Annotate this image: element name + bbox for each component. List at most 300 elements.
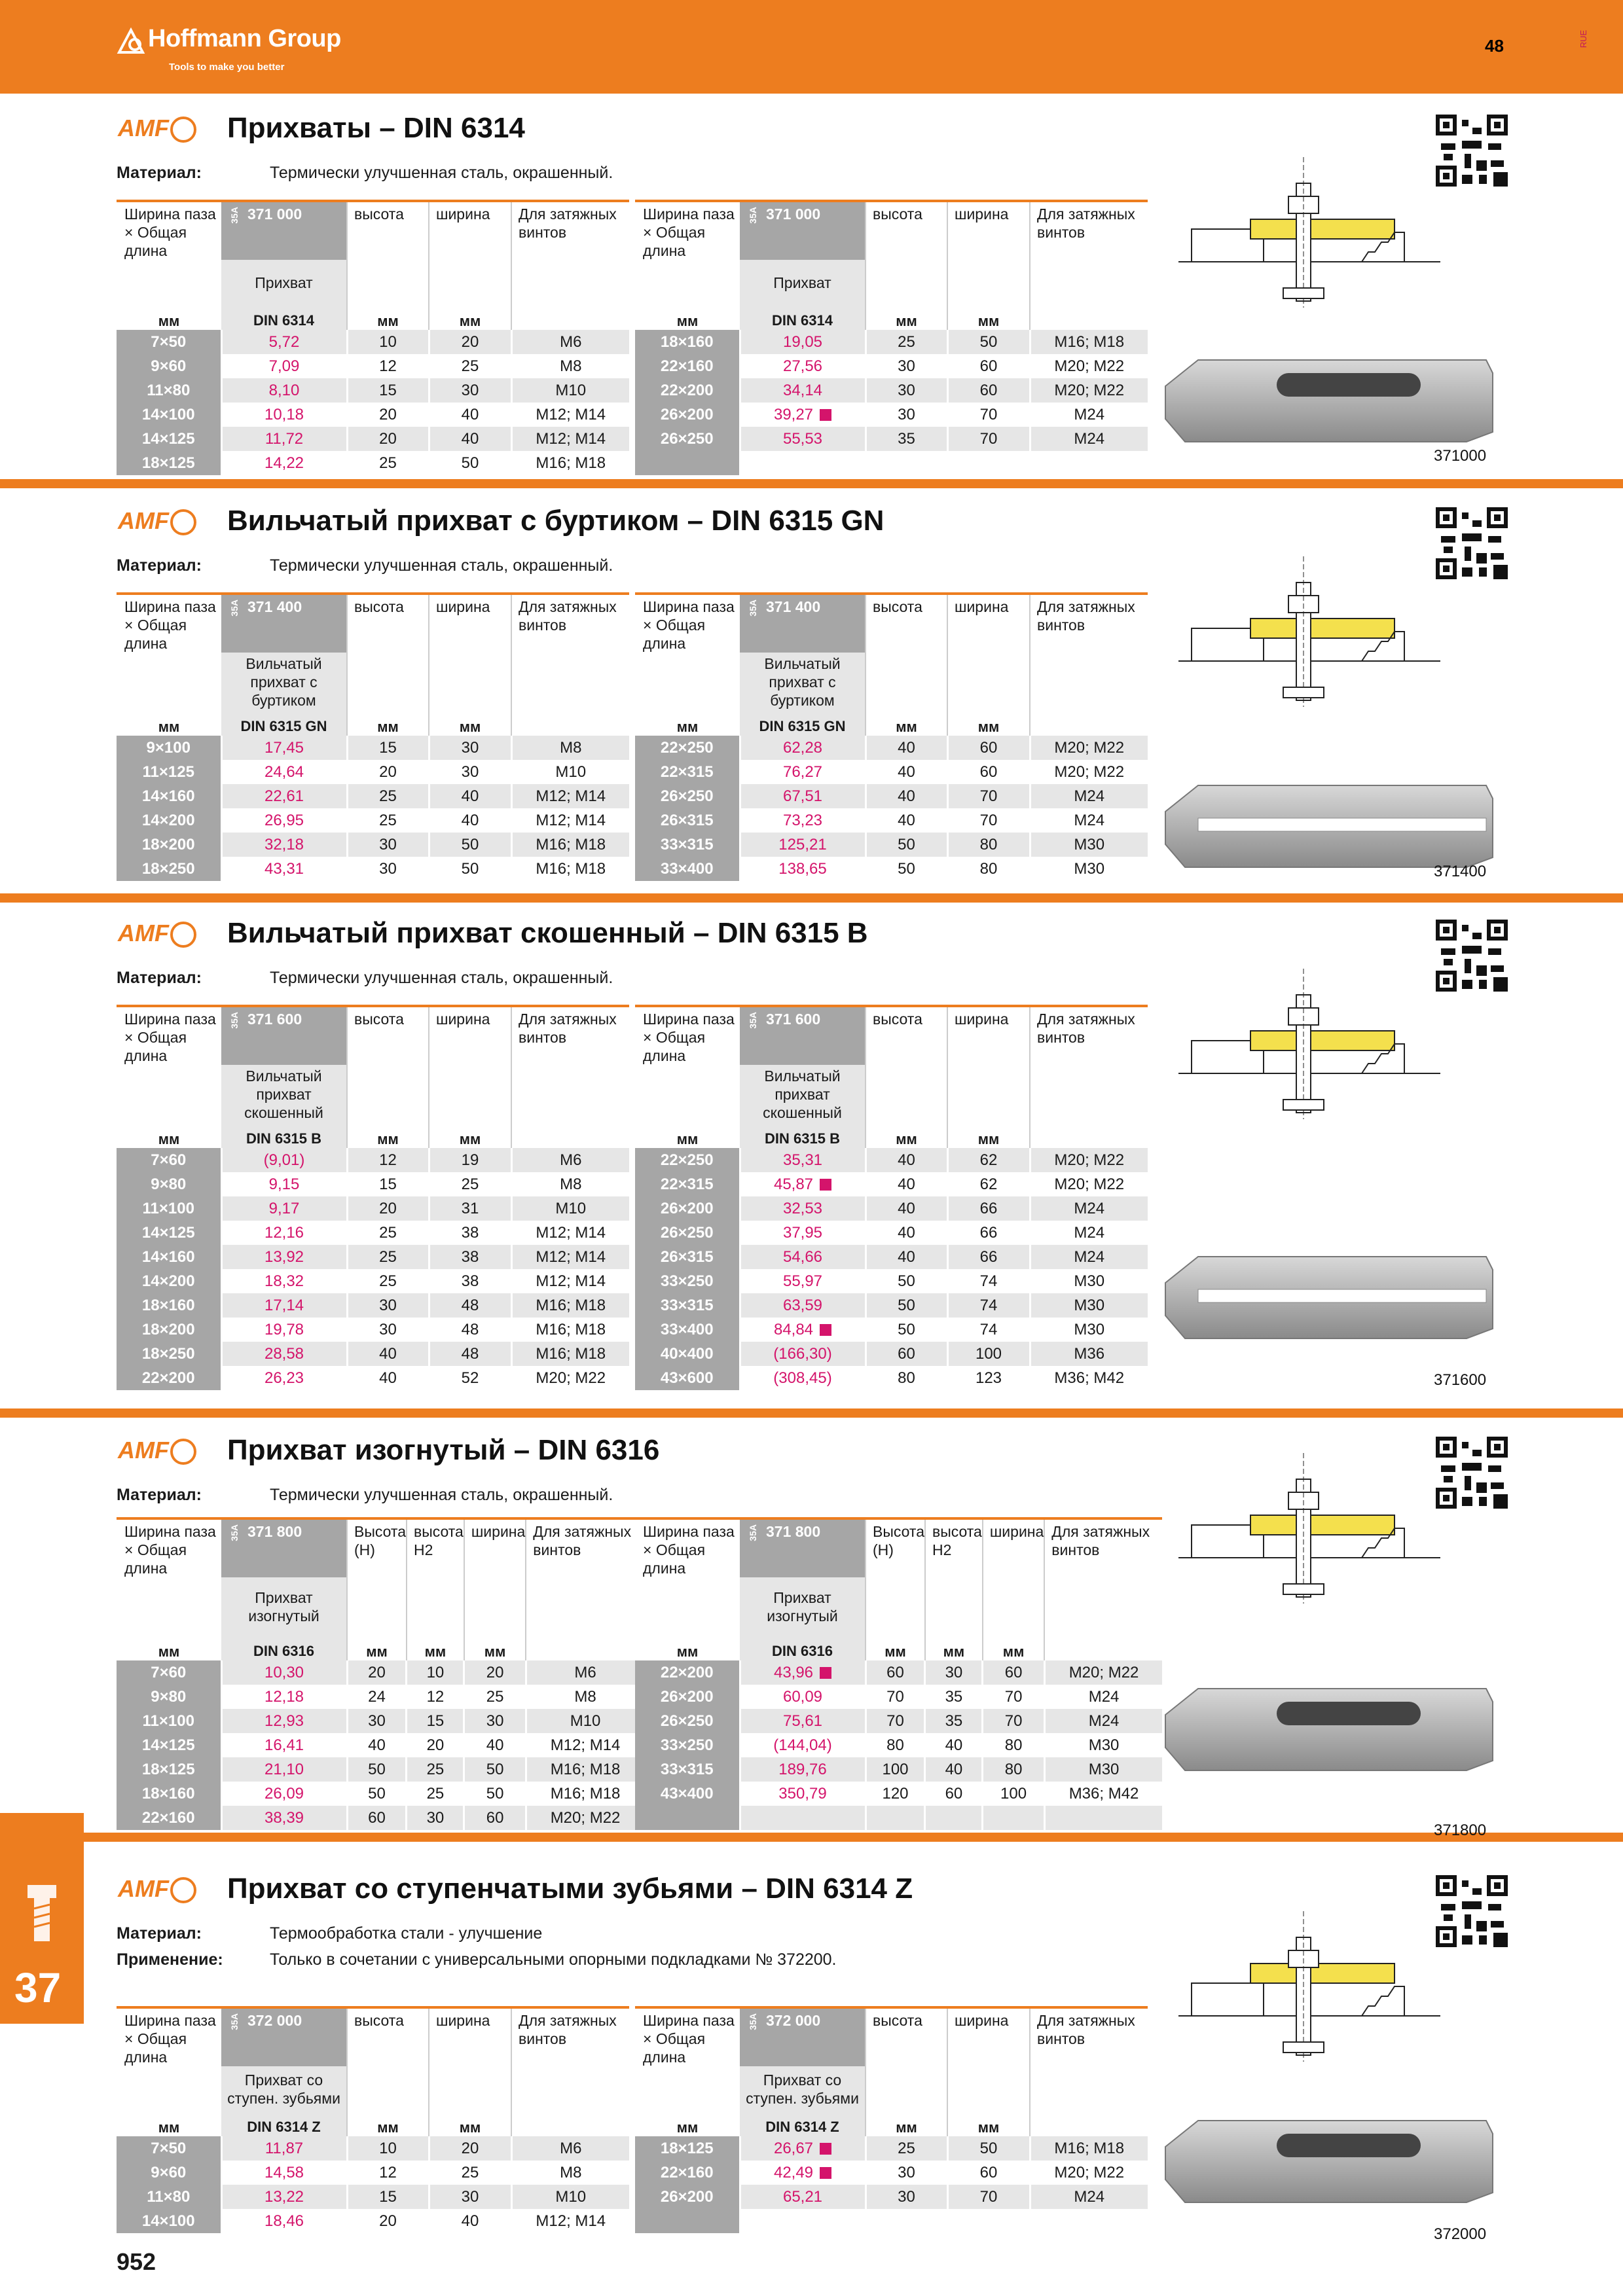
spec-cell: M10 bbox=[511, 378, 629, 403]
price-cell[interactable]: 11,87 bbox=[221, 2136, 347, 2161]
unit-label: мм bbox=[947, 1124, 1030, 1148]
unit-label: мм bbox=[866, 711, 947, 736]
price-cell[interactable]: 62,28 bbox=[740, 736, 866, 760]
article-number: 371 400 bbox=[766, 598, 821, 615]
price-cell[interactable]: 12,16 bbox=[221, 1221, 347, 1245]
price-cell[interactable]: 76,27 bbox=[740, 760, 866, 784]
unit-label: мм bbox=[347, 1636, 407, 1660]
availability-square-icon bbox=[820, 409, 831, 421]
spec-cell: M24 bbox=[1030, 427, 1148, 451]
spec-cell: M30 bbox=[1030, 857, 1148, 881]
table-row bbox=[635, 857, 1148, 881]
slot-size-cell: 22×315 bbox=[635, 760, 740, 784]
slot-size-cell: 14×125 bbox=[117, 427, 221, 451]
unit-label: мм bbox=[676, 1643, 699, 1660]
slot-size-cell bbox=[635, 2209, 740, 2233]
spec-cell: 66 bbox=[947, 1245, 1030, 1269]
spec-cell: 20 bbox=[347, 427, 429, 451]
spec-cell: 100 bbox=[947, 1342, 1030, 1366]
spec-cell: M20; M22 bbox=[1044, 1660, 1162, 1685]
spec-cell: 25 bbox=[407, 1782, 464, 1806]
article-number-cell bbox=[740, 201, 866, 260]
unit-label: мм bbox=[866, 1636, 925, 1660]
price-cell[interactable]: 19,78 bbox=[221, 1318, 347, 1342]
spec-cell: 50 bbox=[347, 1782, 407, 1806]
price-cell[interactable] bbox=[740, 451, 866, 475]
spec-cell: M36; M42 bbox=[1044, 1782, 1162, 1806]
price-cell[interactable]: 14,58 bbox=[221, 2161, 347, 2185]
product-table bbox=[117, 1005, 629, 1390]
spec-cell: 100 bbox=[866, 1757, 925, 1782]
price-value: 45,87 bbox=[773, 1175, 814, 1193]
spec-cell: 70 bbox=[866, 1685, 925, 1709]
price-cell[interactable] bbox=[740, 2136, 866, 2161]
spec-cell: 15 bbox=[347, 1172, 429, 1196]
table-row bbox=[635, 2161, 1148, 2185]
price-cell[interactable]: 14,22 bbox=[221, 451, 347, 475]
table-row bbox=[635, 1342, 1148, 1366]
product-description: Вильчатый прихват скошенный bbox=[740, 1065, 866, 1124]
price-cell[interactable]: 55,53 bbox=[740, 427, 866, 451]
price-cell[interactable]: 17,14 bbox=[221, 1293, 347, 1318]
spec-cell: 60 bbox=[347, 1806, 407, 1830]
header-height: высота bbox=[866, 2007, 947, 2066]
header-height: высота bbox=[866, 201, 947, 260]
header-height: высота bbox=[347, 2007, 429, 2066]
price-cell[interactable]: 8,10 bbox=[221, 378, 347, 403]
price-cell[interactable]: 19,05 bbox=[740, 330, 866, 354]
table-row bbox=[117, 1172, 629, 1196]
spec-cell: 20 bbox=[347, 1196, 429, 1221]
spec-cell: 30 bbox=[866, 354, 947, 378]
slot-size-cell: 18×200 bbox=[117, 833, 221, 857]
price-cell[interactable]: (9,01) bbox=[221, 1148, 347, 1172]
spec-cell: 80 bbox=[983, 1757, 1044, 1782]
table-row bbox=[635, 1196, 1148, 1221]
table-row bbox=[635, 2136, 1148, 2161]
slot-size-cell: 11×100 bbox=[117, 1196, 221, 1221]
spec-cell bbox=[866, 451, 947, 475]
spec-cell bbox=[1030, 2209, 1148, 2233]
spec-cell: 40 bbox=[866, 1245, 947, 1269]
spec-cell: 74 bbox=[947, 1269, 1030, 1293]
section-title: Вильчатый прихват скошенный – DIN 6315 B bbox=[227, 917, 868, 949]
spec-cell: 40 bbox=[429, 403, 511, 427]
unit-label: мм bbox=[947, 306, 1030, 330]
slot-size-cell: 22×200 bbox=[635, 1660, 740, 1685]
table-row bbox=[117, 403, 629, 427]
slot-size-cell: 9×80 bbox=[117, 1172, 221, 1196]
spec-cell: 30 bbox=[429, 736, 511, 760]
spec-cell: 60 bbox=[983, 1660, 1044, 1685]
price-cell[interactable]: 7,09 bbox=[221, 354, 347, 378]
price-cell[interactable]: 26,23 bbox=[221, 1366, 347, 1390]
unit-label: мм bbox=[429, 2112, 511, 2136]
table-row bbox=[117, 330, 629, 354]
unit-label bbox=[511, 306, 629, 330]
product-description: Прихват изогнутый bbox=[221, 1577, 347, 1636]
spec-cell: M20; M22 bbox=[1030, 760, 1148, 784]
spec-cell: M30 bbox=[1030, 833, 1148, 857]
article-number-cell bbox=[740, 1006, 866, 1065]
price-cell[interactable]: 125,21 bbox=[740, 833, 866, 857]
table-row bbox=[117, 1196, 629, 1221]
clamp-product-photo bbox=[1159, 347, 1499, 445]
slot-size-cell bbox=[635, 451, 740, 475]
unit-label bbox=[526, 1636, 644, 1660]
header-height-h2: высота H2 bbox=[407, 1518, 464, 1577]
table-row bbox=[117, 1342, 629, 1366]
price-cell[interactable]: 10,30 bbox=[221, 1660, 347, 1685]
product-description: Вильчатый прихват с буртиком bbox=[740, 653, 866, 711]
header-width: ширина bbox=[429, 594, 511, 653]
slot-size-cell: 26×315 bbox=[635, 1245, 740, 1269]
spec-cell: 70 bbox=[866, 1709, 925, 1733]
article-badge: 35A bbox=[748, 207, 758, 224]
slot-size-cell: 26×250 bbox=[635, 784, 740, 808]
section-separator bbox=[0, 893, 1623, 903]
availability-square-icon bbox=[820, 1667, 831, 1679]
price-cell[interactable] bbox=[740, 2161, 866, 2185]
price-cell[interactable]: 26,95 bbox=[221, 808, 347, 833]
price-cell[interactable]: 32,18 bbox=[221, 833, 347, 857]
article-badge: 35A bbox=[229, 600, 240, 617]
article-badge: 35A bbox=[748, 600, 758, 617]
amf-logo-text: AMF bbox=[118, 115, 169, 141]
spec-cell: 10 bbox=[407, 1660, 464, 1685]
spec-cell: M20; M22 bbox=[526, 1806, 644, 1830]
price-cell[interactable]: 5,72 bbox=[221, 330, 347, 354]
price-cell[interactable]: 17,45 bbox=[221, 736, 347, 760]
price-value: 43,96 bbox=[773, 1663, 814, 1681]
header-screws: Для затяжных винтов bbox=[1030, 594, 1148, 653]
spec-cell: 50 bbox=[947, 2136, 1030, 2161]
spec-cell: 20 bbox=[407, 1733, 464, 1757]
availability-square-icon bbox=[820, 2143, 831, 2155]
spec-cell: 48 bbox=[429, 1318, 511, 1342]
spec-cell: 25 bbox=[429, 1172, 511, 1196]
spec-cell: 40 bbox=[429, 808, 511, 833]
price-cell[interactable]: 67,51 bbox=[740, 784, 866, 808]
spec-cell: M24 bbox=[1030, 1245, 1148, 1269]
header-height-h: Высота (H) bbox=[347, 1518, 407, 1577]
spec-cell: M30 bbox=[1030, 1293, 1148, 1318]
price-cell[interactable]: 21,10 bbox=[221, 1757, 347, 1782]
header-size: Ширина паза × Общая длина bbox=[117, 1518, 221, 1577]
price-cell[interactable]: 75,61 bbox=[740, 1709, 866, 1733]
clamp-product-photo bbox=[1159, 2108, 1499, 2206]
table-row bbox=[117, 833, 629, 857]
price-cell[interactable]: 13,92 bbox=[221, 1245, 347, 1269]
spec-cell: 60 bbox=[947, 736, 1030, 760]
table-row bbox=[117, 1221, 629, 1245]
spec-cell: M24 bbox=[1030, 1196, 1148, 1221]
price-cell[interactable]: 28,58 bbox=[221, 1342, 347, 1366]
price-cell[interactable]: (308,45) bbox=[740, 1366, 866, 1390]
spec-cell: 40 bbox=[866, 1221, 947, 1245]
slot-size-cell: 11×125 bbox=[117, 760, 221, 784]
unit-label: мм bbox=[676, 719, 699, 735]
material-text: Термически улучшенная сталь, окрашенный. bbox=[270, 556, 613, 575]
header-width: ширина bbox=[429, 201, 511, 260]
price-cell[interactable]: 12,18 bbox=[221, 1685, 347, 1709]
spec-cell: M6 bbox=[526, 1660, 644, 1685]
price-cell[interactable]: 22,61 bbox=[221, 784, 347, 808]
table-row bbox=[635, 1806, 1162, 1830]
price-value: 26,67 bbox=[773, 2139, 814, 2157]
section-title: Прихват со ступенчатыми зубьями – DIN 6314 Z bbox=[227, 1873, 913, 1905]
table-row bbox=[635, 1245, 1148, 1269]
header-size: Ширина паза × Общая длина bbox=[117, 1006, 221, 1065]
section-title: Прихват изогнутый – DIN 6316 bbox=[227, 1434, 660, 1466]
price-cell[interactable] bbox=[740, 403, 866, 427]
spec-cell: M12; M14 bbox=[511, 427, 629, 451]
header-size: Ширина паза × Общая длина bbox=[635, 594, 740, 653]
price-cell[interactable]: 18,32 bbox=[221, 1269, 347, 1293]
price-cell[interactable]: 16,41 bbox=[221, 1733, 347, 1757]
price-cell[interactable]: (144,04) bbox=[740, 1733, 866, 1757]
article-caption: 372000 bbox=[1434, 2225, 1487, 2243]
price-cell[interactable]: 54,66 bbox=[740, 1245, 866, 1269]
article-number: 371 000 bbox=[766, 206, 821, 223]
table-row bbox=[635, 1366, 1148, 1390]
table-row bbox=[635, 1757, 1162, 1782]
product-table bbox=[635, 1517, 1162, 1830]
clamp-technical-drawing bbox=[1178, 969, 1440, 1119]
unit-label: мм bbox=[676, 313, 699, 329]
price-cell[interactable] bbox=[740, 1318, 866, 1342]
section-title: Вильчатый прихват с буртиком – DIN 6315 GN bbox=[227, 505, 884, 537]
slot-size-cell: 9×60 bbox=[117, 354, 221, 378]
amf-logo-text: AMF bbox=[118, 507, 169, 534]
spec-cell: 70 bbox=[947, 808, 1030, 833]
spec-cell: 20 bbox=[429, 2136, 511, 2161]
table-row bbox=[635, 736, 1148, 760]
material-text: Термически улучшенная сталь, окрашенный. bbox=[270, 1486, 613, 1504]
spec-cell: 30 bbox=[347, 1709, 407, 1733]
spec-cell: 35 bbox=[925, 1685, 983, 1709]
spec-cell: M8 bbox=[511, 1172, 629, 1196]
header-width2: ширина bbox=[464, 1518, 526, 1577]
table-row bbox=[117, 427, 629, 451]
table-row bbox=[117, 2136, 629, 2161]
price-cell[interactable]: 189,76 bbox=[740, 1757, 866, 1782]
unit-label bbox=[1030, 711, 1148, 736]
price-cell[interactable]: 73,23 bbox=[740, 808, 866, 833]
price-cell[interactable]: 43,31 bbox=[221, 857, 347, 881]
spec-cell: 62 bbox=[947, 1172, 1030, 1196]
price-cell[interactable]: 65,21 bbox=[740, 2185, 866, 2209]
article-badge: 35A bbox=[748, 1524, 758, 1541]
unit-label: мм bbox=[158, 2119, 180, 2136]
spec-cell: M30 bbox=[1044, 1757, 1162, 1782]
header-height: высота bbox=[347, 201, 429, 260]
slot-size-cell: 11×100 bbox=[117, 1709, 221, 1733]
price-cell[interactable]: 55,97 bbox=[740, 1269, 866, 1293]
availability-square-icon bbox=[820, 1179, 831, 1191]
slot-size-cell: 14×100 bbox=[117, 403, 221, 427]
spec-cell: 30 bbox=[925, 1660, 983, 1685]
unit-label bbox=[1030, 2112, 1148, 2136]
spec-cell: M20; M22 bbox=[1030, 1172, 1148, 1196]
unit-label bbox=[511, 711, 629, 736]
header-screws: Для затяжных винтов bbox=[511, 1006, 629, 1065]
article-badge: 35A bbox=[748, 2013, 758, 2030]
spec-cell: 19 bbox=[429, 1148, 511, 1172]
table-row bbox=[117, 378, 629, 403]
table-row bbox=[635, 1660, 1162, 1685]
spec-cell: 52 bbox=[429, 1366, 511, 1390]
clamp-product-photo bbox=[1159, 1676, 1499, 1774]
article-caption: 371600 bbox=[1434, 1371, 1487, 1389]
spec-cell bbox=[947, 2209, 1030, 2233]
spec-cell: M16; M18 bbox=[511, 1293, 629, 1318]
slot-size-cell: 9×80 bbox=[117, 1685, 221, 1709]
table-row bbox=[635, 451, 1148, 475]
slot-size-cell: 14×125 bbox=[117, 1733, 221, 1757]
spec-cell: M36; M42 bbox=[1030, 1366, 1148, 1390]
din-standard: DIN 6314 bbox=[740, 306, 866, 330]
price-cell[interactable]: 10,18 bbox=[221, 403, 347, 427]
spec-cell: M16; M18 bbox=[1030, 2136, 1148, 2161]
spec-cell: 60 bbox=[947, 378, 1030, 403]
spec-cell: 60 bbox=[866, 1342, 947, 1366]
spec-cell: M12; M14 bbox=[511, 1245, 629, 1269]
spec-cell: M8 bbox=[511, 354, 629, 378]
slot-size-cell: 22×250 bbox=[635, 736, 740, 760]
price-cell[interactable]: 35,31 bbox=[740, 1148, 866, 1172]
unit-label: мм bbox=[347, 1124, 429, 1148]
spec-cell: 50 bbox=[866, 833, 947, 857]
header-screws: Для затяжных винтов bbox=[1030, 2007, 1148, 2066]
price-cell[interactable]: 12,93 bbox=[221, 1709, 347, 1733]
spec-cell: M8 bbox=[511, 2161, 629, 2185]
spec-cell: 60 bbox=[866, 1660, 925, 1685]
header-width: ширина bbox=[947, 201, 1030, 260]
price-cell[interactable]: 11,72 bbox=[221, 427, 347, 451]
price-cell[interactable] bbox=[740, 1172, 866, 1196]
amf-logo-text: AMF bbox=[118, 1875, 169, 1902]
price-cell[interactable]: 60,09 bbox=[740, 1685, 866, 1709]
article-caption: 371000 bbox=[1434, 447, 1487, 465]
price-cell[interactable]: 38,39 bbox=[221, 1806, 347, 1830]
spec-cell: 70 bbox=[983, 1685, 1044, 1709]
spec-cell: 60 bbox=[464, 1806, 526, 1830]
spec-cell: 38 bbox=[429, 1269, 511, 1293]
header-screws: Для затяжных винтов bbox=[1030, 1006, 1148, 1065]
brand-tagline: Tools to make you better bbox=[169, 62, 285, 73]
spec-cell: 12 bbox=[347, 354, 429, 378]
spec-cell: 60 bbox=[947, 354, 1030, 378]
price-cell[interactable] bbox=[740, 1806, 866, 1830]
spec-cell: 40 bbox=[925, 1757, 983, 1782]
price-cell[interactable]: 63,59 bbox=[740, 1293, 866, 1318]
price-cell[interactable]: 34,14 bbox=[740, 378, 866, 403]
spec-cell: M12; M14 bbox=[526, 1733, 644, 1757]
price-cell[interactable]: 32,53 bbox=[740, 1196, 866, 1221]
slot-size-cell: 18×250 bbox=[117, 857, 221, 881]
price-value: 42,49 bbox=[773, 2163, 814, 2181]
header-size: Ширина паза × Общая длина bbox=[117, 201, 221, 260]
header-height-h: Высота (H) bbox=[866, 1518, 925, 1577]
price-cell[interactable]: 37,95 bbox=[740, 1221, 866, 1245]
spec-cell: 25 bbox=[347, 451, 429, 475]
spec-cell: 12 bbox=[347, 2161, 429, 2185]
unit-label: мм bbox=[158, 1131, 180, 1147]
amf-circle-icon bbox=[170, 1877, 196, 1903]
unit-label: мм bbox=[158, 1643, 180, 1660]
spec-cell: 20 bbox=[347, 760, 429, 784]
spec-cell: 25 bbox=[464, 1685, 526, 1709]
article-badge: 35A bbox=[748, 1012, 758, 1029]
unit-label: мм bbox=[676, 1131, 699, 1147]
spec-cell: 100 bbox=[983, 1782, 1044, 1806]
slot-size-cell: 33×315 bbox=[635, 833, 740, 857]
clamp-technical-drawing bbox=[1178, 157, 1440, 308]
price-cell[interactable]: 138,65 bbox=[740, 857, 866, 881]
spec-cell: 70 bbox=[947, 403, 1030, 427]
spec-cell: M16; M18 bbox=[511, 1318, 629, 1342]
price-cell[interactable]: 26,09 bbox=[221, 1782, 347, 1806]
unit-label bbox=[1044, 1636, 1162, 1660]
product-table bbox=[635, 1005, 1148, 1390]
slot-size-cell: 22×200 bbox=[635, 378, 740, 403]
price-cell[interactable]: 27,56 bbox=[740, 354, 866, 378]
spec-cell: M36 bbox=[1030, 1342, 1148, 1366]
price-cell[interactable] bbox=[740, 2209, 866, 2233]
unit-label: мм bbox=[947, 2112, 1030, 2136]
article-number-cell bbox=[221, 2007, 347, 2066]
price-cell[interactable] bbox=[740, 1660, 866, 1685]
slot-size-cell: 9×100 bbox=[117, 736, 221, 760]
table-row bbox=[117, 808, 629, 833]
spec-cell: 80 bbox=[947, 833, 1030, 857]
spec-cell: 40 bbox=[866, 808, 947, 833]
spec-cell: 25 bbox=[407, 1757, 464, 1782]
spec-cell: 40 bbox=[429, 2209, 511, 2233]
slot-size-cell: 26×250 bbox=[635, 1709, 740, 1733]
article-number-cell bbox=[740, 2007, 866, 2066]
spec-cell bbox=[1044, 1806, 1162, 1830]
spec-cell: 20 bbox=[464, 1660, 526, 1685]
price-cell[interactable]: 24,64 bbox=[221, 760, 347, 784]
product-table bbox=[635, 200, 1148, 475]
section-separator bbox=[0, 1833, 1623, 1842]
price-cell[interactable]: 13,22 bbox=[221, 2185, 347, 2209]
unit-label: мм bbox=[429, 711, 511, 736]
slot-size-cell: 22×160 bbox=[635, 354, 740, 378]
price-cell[interactable]: 18,46 bbox=[221, 2209, 347, 2233]
spec-cell: 25 bbox=[429, 2161, 511, 2185]
header-size: Ширина паза × Общая длина bbox=[635, 1006, 740, 1065]
price-cell[interactable]: (166,30) bbox=[740, 1342, 866, 1366]
clamp-product-photo bbox=[1159, 772, 1499, 870]
price-cell[interactable]: 350,79 bbox=[740, 1782, 866, 1806]
spec-cell: 35 bbox=[866, 427, 947, 451]
spec-cell: 40 bbox=[866, 760, 947, 784]
price-cell[interactable]: 9,15 bbox=[221, 1172, 347, 1196]
table-row bbox=[117, 784, 629, 808]
spec-cell: 40 bbox=[866, 1172, 947, 1196]
slot-size-cell: 33×315 bbox=[635, 1293, 740, 1318]
spec-cell: 40 bbox=[464, 1733, 526, 1757]
din-standard: DIN 6314 Z bbox=[740, 2112, 866, 2136]
amf-logo bbox=[118, 1875, 196, 1903]
price-cell[interactable]: 9,17 bbox=[221, 1196, 347, 1221]
header-height: высота bbox=[866, 1006, 947, 1065]
clamp-technical-drawing bbox=[1178, 1453, 1440, 1604]
table-row bbox=[635, 1782, 1162, 1806]
